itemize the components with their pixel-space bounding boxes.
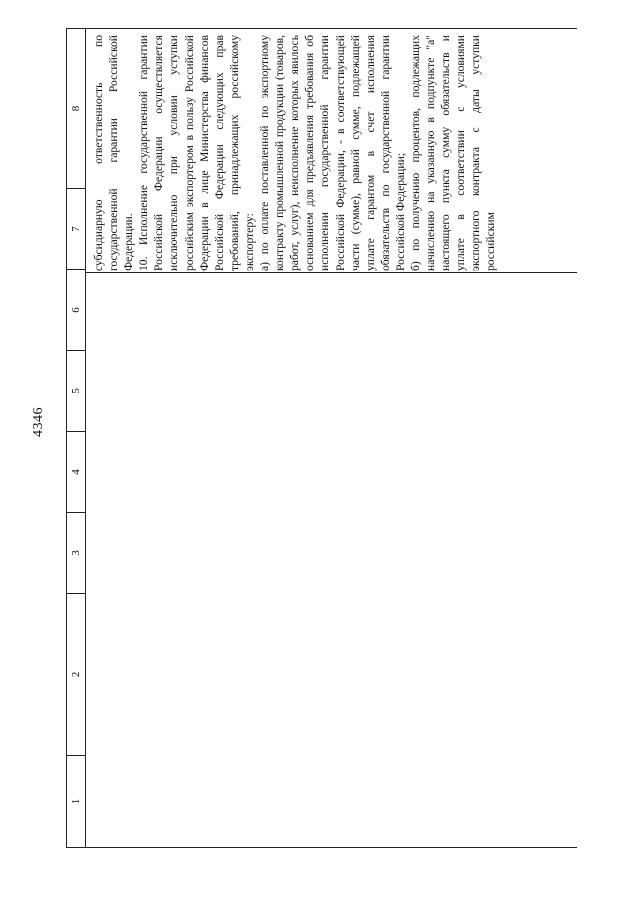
column-header-6: 6 (67, 269, 85, 350)
column-8-content (91, 35, 499, 271)
column-header-1: 1 (67, 755, 85, 847)
column-8-paragraph: 10. Исполнение государственной гарантии Российской Федерации осуществляется исключительно при условии уступки российским экспортером в пользу Российской Федерации в лице Министерства финансов Российской Федерации следующих прав требований, принадлежащих российскому экспортеру: (137, 35, 256, 271)
column-header-3: 3 (67, 512, 85, 593)
page-number: 4346 (31, 407, 46, 437)
column-header-8: 8 (70, 105, 82, 112)
column-header-5: 5 (67, 350, 85, 431)
column-header-7: 7 (67, 188, 85, 269)
column-8-paragraph: а) по оплате поставленной по экспортному контракту промышленной продукции (товаров, работ, услуг), неисполнение которых явилось основанием для предъявления требования об исполнении государственной гарантии Российской Федерации, - в соответствующей части (сумме), равной сумме, подлежащей уплате гарантом в счет исполнения обязательств по государственной гарантии Российской Федерации; (258, 35, 407, 271)
column-8-paragraph: субсидиарную ответственность по государственной гарантии Российской Федерации. (92, 35, 136, 271)
column-header-2: 2 (67, 593, 85, 755)
rotated-table (66, 28, 577, 848)
table-header-row (67, 29, 86, 847)
column-divider-7-8 (85, 272, 577, 273)
column-header-4: 4 (67, 431, 85, 512)
column-8-paragraph: б) по получению процентов, подлежащих начислению на указанную в подпункте "а" настоящего пункта сумму обязательств и уплате в соответствии с условиями экспортного контракта с даты уступки российским (408, 35, 498, 271)
